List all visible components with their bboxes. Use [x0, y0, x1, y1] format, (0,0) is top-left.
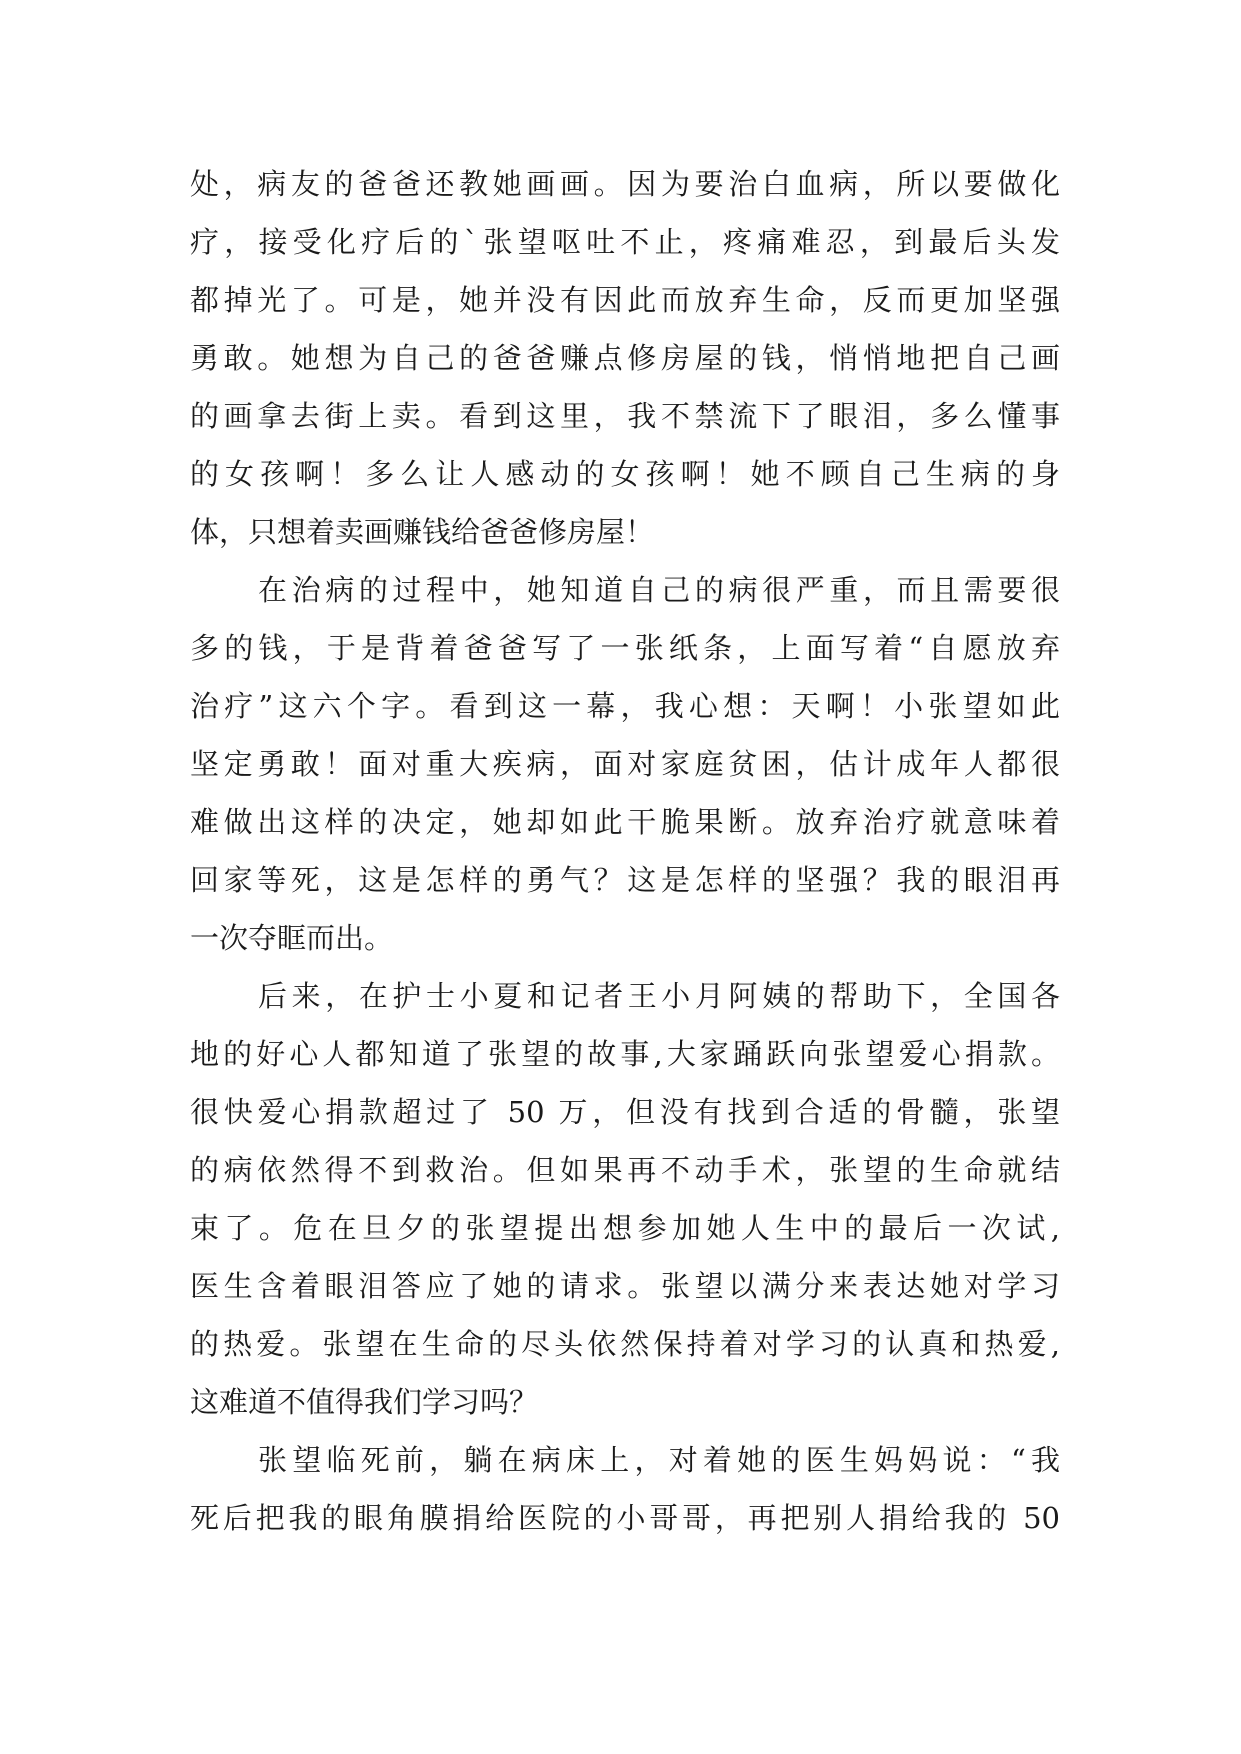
text-line: 死后把我的眼角膜捐给医院的小哥哥，再把别人捐给我的 50	[190, 1501, 1060, 1535]
text-line: 一次夺眶而出。	[190, 921, 394, 955]
text-line: 很快爱心捐款超过了 50 万，但没有找到合适的骨髓，张望	[190, 1095, 1060, 1129]
text-line: 医生含着眼泪答应了她的请求。张望以满分来表达她对学习	[190, 1269, 1060, 1303]
text-line: 地的好心人都知道了张望的故事,大家踊跃向张望爱心捐款。	[190, 1037, 1060, 1071]
text-line: 的画拿去街上卖。看到这里，我不禁流下了眼泪，多么懂事	[190, 399, 1060, 433]
text-line: 坚定勇敢！面对重大疾病，面对家庭贫困，估计成年人都很	[190, 747, 1060, 781]
document-body	[190, 155, 1060, 1547]
paragraph-first-line: 后来，在护士小夏和记者王小月阿姨的帮助下，全国各	[258, 979, 1060, 1013]
text-line: 难做出这样的决定，她却如此干脆果断。放弃治疗就意味着	[190, 805, 1060, 839]
text-line: 的女孩啊！多么让人感动的女孩啊！她不顾自己生病的身	[190, 457, 1060, 491]
text-line: 都掉光了。可是，她并没有因此而放弃生命，反而更加坚强	[190, 283, 1060, 317]
text-line: 回家等死，这是怎样的勇气？这是怎样的坚强？我的眼泪再	[190, 863, 1060, 897]
text-line: 勇敢。她想为自己的爸爸赚点修房屋的钱，悄悄地把自己画	[190, 341, 1060, 375]
paragraph-first-line: 张望临死前，躺在病床上，对着她的医生妈妈说：“我	[258, 1443, 1060, 1477]
text-line: 的热爱。张望在生命的尽头依然保持着对学习的认真和热爱,	[190, 1327, 1060, 1361]
text-line: 束了。危在旦夕的张望提出想参加她人生中的最后一次试,	[190, 1211, 1060, 1245]
paragraph-first-line: 在治病的过程中，她知道自己的病很严重，而且需要很	[258, 573, 1060, 607]
text-line: 体，只想着卖画赚钱给爸爸修房屋！	[190, 515, 655, 549]
text-line: 这难道不值得我们学习吗？	[190, 1385, 539, 1419]
text-line: 处，病友的爸爸还教她画画。因为要治白血病，所以要做化	[190, 167, 1060, 201]
text-line: 治疗”这六个字。看到这一幕，我心想：天啊！小张望如此	[190, 689, 1060, 723]
text-line: 多的钱，于是背着爸爸写了一张纸条，上面写着“自愿放弃	[190, 631, 1060, 665]
text-line: 的病依然得不到救治。但如果再不动手术，张望的生命就结	[190, 1153, 1060, 1187]
text-line: 疗，接受化疗后的`张望呕吐不止，疼痛难忍，到最后头发	[190, 225, 1060, 259]
